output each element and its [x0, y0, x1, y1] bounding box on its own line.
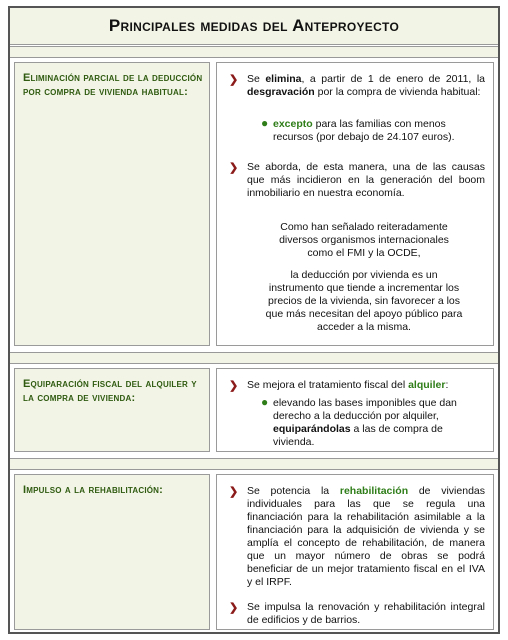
bullet-text: Se aborda, de esta manera, una de las causas que más incidieron en la generación del boom inmobiliario en nuestra economía.	[247, 161, 485, 199]
dot-icon: ●	[261, 116, 269, 130]
separator	[10, 46, 498, 58]
section-rehabilitacion	[10, 470, 498, 634]
section-label: Equiparación fiscal del alquiler y la compra de vivienda:	[23, 378, 197, 404]
section-label-box	[14, 368, 210, 452]
section-content	[216, 62, 494, 346]
separator	[10, 352, 498, 364]
section-label-box	[14, 62, 210, 346]
separator	[10, 458, 498, 470]
quote-text: la deducción por vivienda es un instrumento que tiende a incrementar los precios de la vivienda, sin favorecer a los que más necesitan del apoyo público para acceder a la misma.	[265, 269, 463, 333]
bullet-text: Se impulsa la renovación y rehabilitación integral de edificios y de barrios.	[247, 601, 485, 626]
section-label-box	[14, 474, 210, 630]
document-frame	[8, 6, 500, 634]
section-label: Eliminación parcial de la deducción por compra de vivienda habitual:	[23, 72, 203, 98]
bullet-text: Se mejora el tratamiento fiscal del alquiler:	[247, 379, 449, 391]
chevron-right-icon: ❯	[229, 162, 239, 174]
sub-bullet-text: excepto para las familias con menos recursos (por debajo de 24.107 euros).	[273, 118, 455, 143]
page-title: Principales medidas del Anteproyecto	[108, 16, 400, 35]
section-alquiler	[10, 364, 498, 456]
section-vivienda	[10, 58, 498, 350]
chevron-right-icon: ❯	[229, 486, 239, 498]
section-content	[216, 474, 494, 630]
section-content	[216, 368, 494, 452]
sub-bullet-text: elevando las bases imponibles que dan derecho a la deducción por alquiler, equiparándolas a las de compra de vivienda.	[273, 397, 457, 448]
bullet-text: Se potencia la rehabilitación de viviendas individuales para las que se regula una financiación para la rehabilitación asimilable a la financiación para la adquisición de vivienda y se amplía el concepto de rehabilitación, de manera que un mayor número de obras se podrá beneficiar de un mejor tratamiento fiscal en el IVA y el IRPF.	[247, 485, 486, 588]
bullet-text: Se elimina, a partir de 1 de enero de 2011, la desgravación por la compra de vivienda habitual:	[247, 73, 485, 98]
chevron-right-icon: ❯	[229, 74, 239, 86]
quote-text: Como han señalado reiteradamente diversos organismos internacionales como el FMI y la OCDE,	[279, 221, 449, 259]
chevron-right-icon: ❯	[229, 602, 239, 614]
chevron-right-icon: ❯	[229, 380, 239, 392]
dot-icon: ●	[261, 395, 269, 409]
section-label: Impulso a la rehabilitación:	[23, 484, 163, 496]
page-title-bar	[10, 8, 498, 45]
